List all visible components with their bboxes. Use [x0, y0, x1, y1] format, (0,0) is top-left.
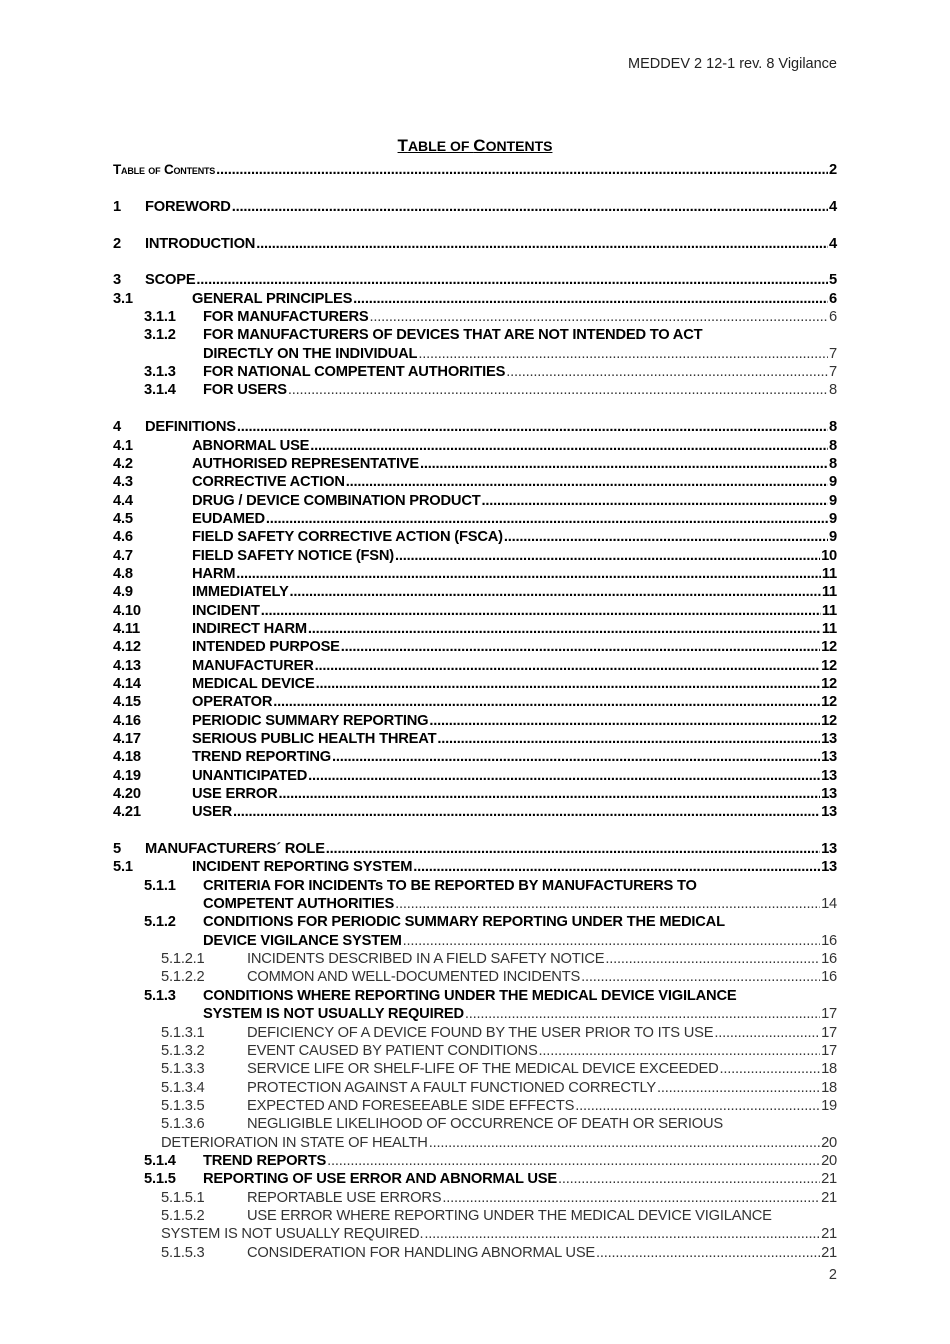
dot-leader: [504, 528, 828, 546]
toc-entry[interactable]: [113, 766, 837, 784]
toc-entry-page: 21: [821, 1244, 837, 1261]
toc-entry-page: 8: [829, 419, 837, 436]
toc-entry-number: 1: [113, 199, 121, 216]
toc-entry-number: 4.20: [113, 786, 141, 803]
toc-entry-title: INTRODUCTION: [145, 235, 256, 252]
document-reference: MEDDEV 2 12-1 rev. 8 Vigilance: [627, 56, 837, 72]
toc-entry-title: EUDAMED: [192, 510, 265, 527]
dot-leader: [196, 271, 828, 289]
toc-entry[interactable]: [113, 381, 837, 399]
toc-entry-title: INTENDED PURPOSE: [192, 639, 340, 656]
toc-entry[interactable]: [113, 803, 837, 821]
toc-entry-number: 5.1.5: [144, 1171, 176, 1188]
toc-entry-page: 17: [821, 1024, 837, 1041]
toc-entry-title: ABNORMAL USE: [192, 437, 310, 454]
dot-leader: [714, 1024, 820, 1042]
toc-entry-title: DRUG / DEVICE COMBINATION PRODUCT: [192, 492, 481, 509]
toc-entry-continuation[interactable]: [113, 895, 837, 913]
dot-leader: [332, 748, 820, 766]
toc-entry-title: TREND REPORTING: [192, 749, 331, 766]
dot-leader: [216, 161, 828, 179]
toc-entry[interactable]: [113, 876, 837, 894]
toc-entry[interactable]: [113, 234, 837, 252]
dot-leader: [233, 803, 820, 821]
toc-entry-number: 4.12: [113, 639, 141, 656]
toc-entry-page: 8: [829, 455, 837, 472]
toc-entry-number: 5.1.2: [144, 914, 176, 931]
toc-entry-title: OPERATOR: [192, 694, 273, 711]
toc-entry-continuation[interactable]: [113, 344, 837, 362]
toc-entry[interactable]: [113, 986, 837, 1004]
toc-entry-page: 16: [821, 969, 837, 986]
toc-entry-number: 3.1.1: [144, 309, 176, 326]
toc-entry-title: CONSIDERATION FOR HANDLING ABNORMAL USE: [247, 1244, 596, 1261]
dot-leader: [429, 712, 820, 730]
toc-entry-page: 18: [821, 1079, 837, 1096]
toc-entry-page: 9: [829, 529, 837, 546]
toc-entry-title: INCIDENT: [192, 602, 260, 619]
toc-entry-title: FOREWORD: [145, 199, 231, 216]
toc-entry-number: 5.1.3.5: [161, 1097, 205, 1114]
dot-leader: [420, 455, 828, 473]
toc-entry[interactable]: [113, 436, 837, 454]
dot-leader: [482, 492, 829, 510]
toc-entry-page: 19: [821, 1097, 837, 1114]
toc-entry[interactable]: [113, 1078, 837, 1096]
dot-leader: [256, 235, 828, 253]
toc-entry[interactable]: [113, 785, 837, 803]
toc-entry-page: 11: [821, 584, 837, 601]
toc-entry-number: 4.21: [113, 804, 141, 821]
toc-entry-title: Table of Contents: [113, 162, 216, 178]
toc-entry-page: 13: [821, 804, 837, 821]
toc-entry[interactable]: [113, 1115, 837, 1133]
toc-entry-number: 4.5: [113, 510, 133, 527]
toc-entry-page: 8: [829, 382, 837, 399]
toc-entry[interactable]: [113, 363, 837, 381]
toc-entry-title: FOR MANUFACTURERS OF DEVICES THAT ARE NOT INTENDED TO ACT: [203, 327, 703, 344]
dot-leader: [465, 1005, 820, 1023]
toc-entry-number: 5: [113, 841, 121, 858]
toc-entry-page: 20: [821, 1134, 837, 1151]
dot-leader: [316, 675, 820, 693]
toc-entry-number: 4: [113, 419, 121, 436]
dot-leader: [539, 1042, 821, 1060]
toc-entry-title: TREND REPORTS: [203, 1152, 327, 1169]
toc-entry-title: SYSTEM IS NOT USUALLY REQUIRED: [203, 1006, 464, 1023]
toc-entry-page: 4: [829, 199, 837, 216]
toc-entry-page: 17: [821, 1042, 837, 1059]
toc-entry-number: 4.3: [113, 474, 133, 491]
toc-entry-number: 3.1: [113, 290, 133, 307]
toc-entry-page: 21: [821, 1171, 837, 1188]
toc-entry-title: COMPETENT AUTHORITIES: [203, 896, 395, 913]
toc-entry[interactable]: [113, 1023, 837, 1041]
toc-entry-number: 4.15: [113, 694, 141, 711]
toc-entry[interactable]: [113, 1097, 837, 1115]
toc-entry[interactable]: [113, 546, 837, 564]
toc-entry-title: MANUFACTURER: [192, 657, 314, 674]
toc-entry-page: 13: [821, 786, 837, 803]
dot-leader: [429, 1134, 820, 1152]
toc-entry-page: 21: [821, 1189, 837, 1206]
toc-entry-title: CONDITIONS WHERE REPORTING UNDER THE MEDICAL DEVICE VIGILANCE: [203, 987, 737, 1004]
toc-entry-page: 6: [829, 309, 837, 326]
toc-entry-page: 11: [821, 565, 837, 582]
toc-entry-page: 13: [821, 749, 837, 766]
toc-entry-number: 4.2: [113, 455, 133, 472]
toc-entry-title: USE ERROR WHERE REPORTING UNDER THE MEDICAL DEVICE VIGILANCE: [247, 1207, 772, 1224]
dot-leader: [308, 767, 820, 785]
dot-leader: [605, 950, 820, 968]
toc-entry-page: 12: [821, 712, 837, 729]
toc-entry-number: 5.1.4: [144, 1152, 176, 1169]
dot-leader: [266, 510, 828, 528]
toc-entry-title: SCOPE: [145, 272, 196, 289]
toc-entry-page: 13: [821, 767, 837, 784]
toc-entry-page: 12: [821, 675, 837, 692]
toc-entry-page: 16: [821, 951, 837, 968]
toc-entry[interactable]: [113, 1170, 837, 1188]
dot-leader: [290, 583, 821, 601]
dot-leader: [720, 1060, 821, 1078]
toc-entry-title: REPORTABLE USE ERRORS: [247, 1189, 442, 1206]
toc-entry-title: UNANTICIPATED: [192, 767, 308, 784]
toc-entry-page: 11: [821, 620, 837, 637]
dot-leader: [442, 1189, 820, 1207]
toc-entry-continuation[interactable]: [113, 931, 837, 949]
toc-entry-number: 5.1.3: [144, 987, 176, 1004]
toc-entry-title: DEFICIENCY OF A DEVICE FOUND BY THE USER PRIOR TO ITS USE: [247, 1024, 714, 1041]
toc-entry[interactable]: [113, 693, 837, 711]
toc-entry-title: IMMEDIATELY: [192, 584, 289, 601]
toc-entry-title: EXPECTED AND FORESEEABLE SIDE EFFECTS: [247, 1097, 575, 1114]
toc-entry-number: 4.18: [113, 749, 141, 766]
toc-entry[interactable]: [113, 198, 837, 216]
dot-leader: [395, 547, 820, 565]
toc-entry-title: MANUFACTURERS´ ROLE: [145, 841, 325, 858]
toc-entry-title: INCIDENTS DESCRIBED IN A FIELD SAFETY NOTICE: [247, 951, 605, 968]
toc-entry-page: 11: [821, 602, 837, 619]
toc-entry-title: FIELD SAFETY CORRECTIVE ACTION (FSCA): [192, 529, 503, 546]
toc-entry-page: 2: [829, 162, 837, 179]
toc-entry-title: PROTECTION AGAINST A FAULT FUNCTIONED CORRECTLY: [247, 1079, 656, 1096]
toc-entry-number: 4.14: [113, 675, 141, 692]
toc-entry-title: SYSTEM IS NOT USUALLY REQUIRED.: [161, 1226, 424, 1243]
toc-entry[interactable]: [113, 308, 837, 326]
toc-entry-title: USE ERROR: [192, 786, 278, 803]
dot-leader: [596, 1244, 820, 1262]
toc-entry[interactable]: [113, 656, 837, 674]
toc-entry-number: 3.1.2: [144, 327, 176, 344]
dot-leader: [310, 437, 828, 455]
toc-entry-title: MEDICAL DEVICE: [192, 675, 315, 692]
toc-entry-number: 3.1.4: [144, 382, 176, 399]
toc-entry[interactable]: [113, 840, 837, 858]
toc-entry-page: 12: [821, 657, 837, 674]
toc-entry-title: NEGLIGIBLE LIKELIHOOD OF OCCURRENCE OF DEATH OR SERIOUS: [247, 1116, 723, 1133]
toc-entry-number: 4.13: [113, 657, 141, 674]
dot-leader: [261, 602, 821, 620]
toc-entry-page: 12: [821, 639, 837, 656]
toc-entry[interactable]: [113, 1060, 837, 1078]
dot-leader: [506, 363, 828, 381]
toc-entry[interactable]: [113, 1042, 837, 1060]
toc-entry-page: 9: [829, 492, 837, 509]
toc-entry-page: 18: [821, 1061, 837, 1078]
dot-leader: [279, 785, 821, 803]
toc-entry-title: FOR NATIONAL COMPETENT AUTHORITIES: [203, 364, 506, 381]
toc-entry[interactable]: [113, 858, 837, 876]
toc-entry-page: 10: [821, 547, 837, 564]
toc-entry[interactable]: [113, 1152, 837, 1170]
toc-entry-title: FOR USERS: [203, 382, 287, 399]
toc-entry-title: REPORTING OF USE ERROR AND ABNORMAL USE: [203, 1171, 557, 1188]
toc-entry-page: 20: [821, 1152, 837, 1169]
toc-entry[interactable]: [113, 583, 837, 601]
toc-entry-title: HARM: [192, 565, 236, 582]
toc-entry-page: 5: [829, 272, 837, 289]
dot-leader: [232, 198, 828, 216]
toc-entry[interactable]: [113, 950, 837, 968]
dot-leader: [273, 693, 820, 711]
toc-entry[interactable]: [113, 1207, 837, 1225]
toc-entry-number: 5.1.5.1: [161, 1189, 205, 1206]
toc-entry[interactable]: [113, 711, 837, 729]
toc-entry[interactable]: [113, 491, 837, 509]
dot-leader: [288, 381, 828, 399]
toc-entry[interactable]: [113, 289, 837, 307]
toc-entry-page: 8: [829, 437, 837, 454]
toc-entry-number: 5.1.3.6: [161, 1116, 205, 1133]
toc-entry-title: DEVICE VIGILANCE SYSTEM: [203, 932, 402, 949]
toc-entry-number: 4.6: [113, 529, 133, 546]
toc-entry-number: 4.7: [113, 547, 133, 564]
toc-entry-page: 9: [829, 510, 837, 527]
dot-leader: [346, 473, 828, 491]
toc-entry-title: FOR MANUFACTURERS: [203, 309, 369, 326]
dot-leader: [237, 418, 828, 436]
toc-entry-continuation[interactable]: [113, 1005, 837, 1023]
toc-entry-title: DIRECTLY ON THE INDIVIDUAL: [203, 345, 418, 362]
toc-entry[interactable]: [113, 1188, 837, 1206]
dot-leader: [581, 968, 820, 986]
dot-leader: [308, 620, 821, 638]
toc-entry-number: 5.1.1: [144, 877, 176, 894]
toc-entry-title: PERIODIC SUMMARY REPORTING: [192, 712, 429, 729]
toc-entry-number: 4.4: [113, 492, 133, 509]
toc-entry[interactable]: [113, 510, 837, 528]
toc-entry-title: DEFINITIONS: [145, 419, 236, 436]
toc-entry-continuation[interactable]: [113, 1133, 837, 1151]
toc-entry-number: 5.1.3.4: [161, 1079, 205, 1096]
dot-leader: [424, 1225, 820, 1243]
toc-entry-number: 2: [113, 235, 121, 252]
toc-entry[interactable]: [113, 528, 837, 546]
toc-entry[interactable]: [113, 638, 837, 656]
toc-entry[interactable]: [113, 455, 837, 473]
toc-entry[interactable]: [113, 730, 837, 748]
dot-leader: [395, 895, 820, 913]
toc-entry-number: 5.1.3.2: [161, 1042, 205, 1059]
dot-leader: [403, 932, 820, 950]
dot-leader: [236, 565, 821, 583]
toc-entry-continuation[interactable]: [113, 1225, 837, 1243]
toc-entry-title: CONDITIONS FOR PERIODIC SUMMARY REPORTING UNDER THE MEDICAL: [203, 914, 725, 931]
toc-entry[interactable]: [113, 968, 837, 986]
toc-entry[interactable]: [113, 620, 837, 638]
dot-leader: [575, 1097, 820, 1115]
toc-entry-title: USER: [192, 804, 233, 821]
toc-entry-number: 5.1.3.3: [161, 1061, 205, 1078]
toc-entry-title: SERIOUS PUBLIC HEALTH THREAT: [192, 731, 437, 747]
toc-entry-page: 14: [821, 896, 837, 913]
toc-entry-page: 21: [821, 1226, 837, 1243]
dot-leader: [657, 1079, 820, 1097]
toc-entry-number: 3: [113, 272, 121, 289]
dot-leader: [341, 638, 820, 656]
dot-leader: [418, 345, 828, 363]
toc-entry-number: 4.16: [113, 712, 141, 729]
toc-entry-number: 5.1.3.1: [161, 1024, 205, 1041]
toc-entry-page: 17: [821, 1006, 837, 1023]
toc-entry-title: INCIDENT REPORTING SYSTEM: [192, 859, 413, 876]
toc-entry-page: 6: [829, 290, 837, 307]
dot-leader: [353, 290, 828, 308]
dot-leader: [315, 657, 820, 675]
page-number: 2: [828, 1267, 837, 1283]
toc-entry-title: EVENT CAUSED BY PATIENT CONDITIONS: [247, 1042, 538, 1059]
dot-leader: [558, 1170, 820, 1188]
toc-entry-number: 5.1.5.2: [161, 1207, 205, 1224]
toc-entry-title: CORRECTIVE ACTION: [192, 474, 345, 491]
toc-entry-number: 4.9: [113, 584, 133, 601]
toc-entry-number: 4.11: [113, 620, 140, 637]
toc-entry-title: INDIRECT HARM: [192, 620, 307, 637]
toc-entry-page: 4: [829, 235, 837, 252]
toc-entry[interactable]: [113, 1243, 837, 1261]
dot-leader: [327, 1152, 820, 1170]
toc-entry-page: 16: [821, 932, 837, 949]
dot-leader: [326, 840, 820, 858]
toc-entry[interactable]: [113, 326, 837, 344]
toc-entry[interactable]: [113, 565, 837, 583]
toc-entry-page: 7: [829, 345, 837, 362]
toc-entry-number: 5.1: [113, 859, 133, 876]
toc-entry-number: 4.10: [113, 602, 141, 619]
toc-entry-page: 12: [821, 694, 837, 711]
toc-entry-title: DETERIORATION IN STATE OF HEALTH: [161, 1134, 428, 1151]
dot-leader: [370, 308, 829, 326]
dot-leader: [437, 730, 820, 748]
toc-entry-title: CRITERIA FOR INCIDENTs TO BE REPORTED BY MANUFACTURERS TO: [203, 877, 697, 894]
toc-entry[interactable]: [113, 161, 837, 179]
toc-entry-number: 4.1: [113, 437, 133, 454]
toc-entry-number: 4.8: [113, 565, 133, 582]
toc-entry-number: 4.19: [113, 767, 141, 784]
toc-entry-title: GENERAL PRINCIPLES: [192, 290, 353, 307]
toc-entry[interactable]: [113, 675, 837, 693]
dot-leader: [413, 858, 820, 876]
toc-entry-title: AUTHORISED REPRESENTATIVE: [192, 455, 420, 472]
toc-entry-page: 9: [829, 474, 837, 491]
toc-entry-number: 5.1.5.3: [161, 1244, 205, 1261]
toc-entry-number: 5.1.2.1: [161, 951, 205, 968]
toc-entry-page: 7: [829, 364, 837, 381]
toc-entry[interactable]: [113, 418, 837, 436]
toc-entry-title: COMMON AND WELL-DOCUMENTED INCIDENTS: [247, 969, 581, 986]
toc-entry-number: 3.1.3: [144, 364, 176, 381]
toc-title: TABLE OF CONTENTS: [397, 136, 553, 155]
toc-entry-page: 13: [821, 859, 837, 876]
toc-entry-number: 5.1.2.2: [161, 969, 205, 986]
toc-entry-page: 13: [821, 731, 837, 747]
toc-entry[interactable]: [113, 748, 837, 766]
toc-entry[interactable]: [113, 271, 837, 289]
toc-entry-title: SERVICE LIFE OR SHELF-LIFE OF THE MEDICAL DEVICE EXCEEDED: [247, 1061, 719, 1078]
toc-entry-number: 4.17: [113, 731, 141, 747]
toc-entry-title: FIELD SAFETY NOTICE (FSN): [192, 547, 394, 564]
toc-entry[interactable]: [113, 473, 837, 491]
table-of-contents: [113, 161, 837, 1262]
toc-entry[interactable]: [113, 913, 837, 931]
toc-entry-page: 13: [821, 841, 837, 858]
toc-entry[interactable]: [113, 601, 837, 619]
